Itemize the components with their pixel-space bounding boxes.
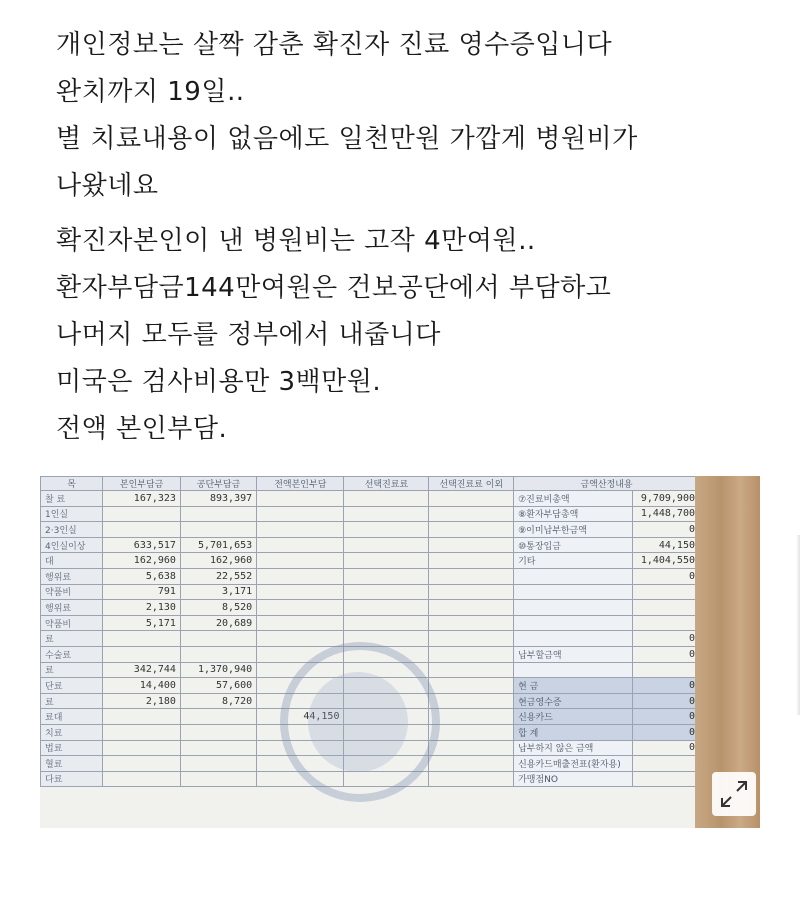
receipt-header-row [41,477,700,491]
insured-self-amount: 5,171 [103,615,181,631]
selective-other-amount [429,771,514,787]
row-label: 료 [41,631,103,647]
receipt-row [41,600,700,616]
insured-corp-amount [180,771,256,787]
insured-corp-amount: 162,960 [180,553,256,569]
receipt-row [41,568,700,584]
summary-value: 0 [632,740,699,756]
insured-corp-amount: 22,552 [180,568,256,584]
summary-label [514,600,632,616]
insured-self-amount [103,646,181,662]
full-self-amount [257,506,344,522]
header-category: 목 [41,477,103,491]
insured-corp-amount: 57,600 [180,678,256,694]
summary-value [632,584,699,600]
insured-self-amount [103,771,181,787]
summary-label: 신용카드 [514,709,632,725]
summary-label: 합 계 [514,724,632,740]
row-label: 2·3인실 [41,522,103,538]
receipt-paper [40,476,700,828]
scroll-edge [796,535,800,715]
summary-value: 0 [632,678,699,694]
summary-value [632,771,699,787]
full-self-amount [257,568,344,584]
insured-corp-amount: 5,701,653 [180,537,256,553]
row-label: 행위료 [41,600,103,616]
selective-amount [344,615,429,631]
header-sum: 금액산정내용 [514,477,700,491]
insured-self-amount: 162,960 [103,553,181,569]
row-label: 4인실이상 [41,537,103,553]
summary-value: 0 [632,631,699,647]
summary-label: 기타 [514,553,632,569]
full-self-amount: 44,150 [257,709,344,725]
expand-icon [718,778,750,810]
post-line: 별 치료내용이 없음에도 일천만원 가깝게 병원비가 [56,124,638,154]
selective-other-amount [429,756,514,772]
insured-corp-amount: 20,689 [180,615,256,631]
post-line: 개인정보는 살짝 감춘 확진자 진료 영수증입니다 [56,30,613,60]
receipt-row [41,522,700,538]
insured-corp-amount: 1,370,940 [180,662,256,678]
row-label: 료 [41,693,103,709]
receipt-row [41,584,700,600]
row-label: 수술료 [41,646,103,662]
summary-label [514,584,632,600]
insured-corp-amount [180,740,256,756]
full-self-amount [257,522,344,538]
receipt-row [41,553,700,569]
selective-amount [344,537,429,553]
summary-label: ⑧환자부담총액 [514,506,632,522]
post-text [56,22,776,453]
full-self-amount [257,600,344,616]
summary-value [632,756,699,772]
summary-label [514,568,632,584]
summary-value: 44,150 [632,537,699,553]
post-line: 미국은 검사비용만 3백만원. [56,367,382,397]
full-self-amount [257,537,344,553]
row-label: 찰 료 [41,491,103,507]
selective-other-amount [429,522,514,538]
summary-label: 가맹점NO [514,771,632,787]
receipt-row [41,506,700,522]
insured-self-amount: 2,130 [103,600,181,616]
full-self-amount [257,553,344,569]
insured-self-amount: 633,517 [103,537,181,553]
insured-self-amount [103,631,181,647]
receipt-photo[interactable] [40,476,760,828]
summary-value: 0 [632,724,699,740]
insured-corp-amount [180,506,256,522]
insured-corp-amount: 893,397 [180,491,256,507]
row-label: 다료 [41,771,103,787]
header-selective-other: 선택진료료 이외 [429,477,514,491]
summary-value: 1,404,550 [632,553,699,569]
insured-corp-amount: 8,520 [180,600,256,616]
row-label: 료 [41,662,103,678]
row-label: 대 [41,553,103,569]
insured-corp-amount [180,724,256,740]
summary-value: 0 [632,646,699,662]
selective-amount [344,584,429,600]
insured-corp-amount [180,709,256,725]
selective-other-amount [429,568,514,584]
selective-amount [344,600,429,616]
summary-label: ⑦진료비총액 [514,491,632,507]
selective-other-amount [429,646,514,662]
insured-corp-amount: 8,720 [180,693,256,709]
summary-label [514,615,632,631]
row-label: 약품비 [41,584,103,600]
insured-self-amount [103,522,181,538]
insured-corp-amount [180,522,256,538]
selective-other-amount [429,506,514,522]
row-label: 행위료 [41,568,103,584]
expand-button[interactable] [712,772,756,816]
summary-label: ⑨이미납부한금액 [514,522,632,538]
selective-amount [344,568,429,584]
header-insured-self: 본인부담금 [103,477,181,491]
selective-other-amount [429,693,514,709]
post-line: 나머지 모두를 정부에서 내줍니다 [56,320,441,350]
summary-label: 현금영수증 [514,693,632,709]
selective-amount [344,553,429,569]
summary-label: 현 금 [514,678,632,694]
selective-amount [344,506,429,522]
row-label: 약품비 [41,615,103,631]
selective-amount [344,522,429,538]
selective-other-amount [429,584,514,600]
insured-corp-amount [180,646,256,662]
full-self-amount [257,491,344,507]
selective-other-amount [429,724,514,740]
summary-label: 신용카드매출전표(환자용) [514,756,632,772]
summary-value: 9,709,900 [632,491,699,507]
selective-other-amount [429,662,514,678]
full-self-amount [257,615,344,631]
insured-self-amount: 14,400 [103,678,181,694]
summary-value: 1,448,700 [632,506,699,522]
summary-value: 0 [632,693,699,709]
selective-other-amount [429,631,514,647]
header-selective: 선택진료료 [344,477,429,491]
post-line: 확진자본인이 낸 병원비는 고작 4만여원‥ [56,226,536,256]
row-label: 료대 [41,709,103,725]
insured-self-amount: 167,323 [103,491,181,507]
insured-self-amount [103,506,181,522]
summary-value [632,615,699,631]
insured-self-amount: 5,638 [103,568,181,584]
receipt-row [41,615,700,631]
receipt-row [41,537,700,553]
summary-label [514,662,632,678]
selective-amount [344,491,429,507]
post-line: 환자부담금144만여원은 건보공단에서 부담하고 [56,273,612,303]
summary-label: 납부하지 않은 금액 [514,740,632,756]
full-self-amount [257,631,344,647]
summary-value: 0 [632,522,699,538]
selective-other-amount [429,537,514,553]
summary-value: 0 [632,568,699,584]
row-label: 치료 [41,724,103,740]
selective-other-amount [429,709,514,725]
insured-self-amount: 791 [103,584,181,600]
insured-self-amount [103,740,181,756]
summary-value: 0 [632,709,699,725]
insured-corp-amount: 3,171 [180,584,256,600]
insured-self-amount [103,756,181,772]
post-line: 전액 본인부담. [56,414,228,444]
selective-other-amount [429,553,514,569]
receipt-row [41,491,700,507]
header-insured-corp: 공단부담금 [180,477,256,491]
insured-self-amount: 342,744 [103,662,181,678]
row-label: 1인실 [41,506,103,522]
selective-other-amount [429,740,514,756]
header-full-self: 전액본인부담 [257,477,344,491]
post-line: 완치까지 19일‥ [56,77,245,107]
insured-self-amount [103,724,181,740]
summary-label: 납부할금액 [514,646,632,662]
summary-label: ⑩통장입금 [514,537,632,553]
selective-other-amount [429,600,514,616]
selective-other-amount [429,678,514,694]
insured-self-amount: 2,180 [103,693,181,709]
selective-other-amount [429,491,514,507]
summary-value [632,600,699,616]
insured-corp-amount [180,631,256,647]
hospital-seal-core [308,672,408,772]
summary-value [632,662,699,678]
insured-corp-amount [180,756,256,772]
row-label: 혈료 [41,756,103,772]
full-self-amount [257,584,344,600]
row-label: 법료 [41,740,103,756]
insured-self-amount [103,709,181,725]
post-line: 나왔네요 [56,171,159,201]
selective-other-amount [429,615,514,631]
row-label: 단료 [41,678,103,694]
summary-label [514,631,632,647]
